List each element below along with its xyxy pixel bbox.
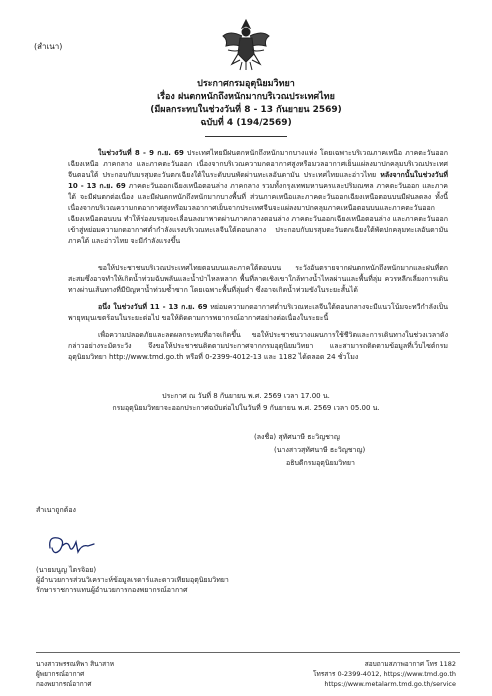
agency-title: ประกาศกรมอุตุนิยมวิทยา — [197, 79, 295, 89]
signed-line: (ลงชื่อ) สุทัศนาษี ธะวิญชาญ — [254, 433, 340, 441]
copy-mark: (สำเนา) — [34, 42, 63, 51]
certifier-role: ผู้อำนวยการส่วนวิเคราะห์ข้อมูลเรดาร์และดาวเทียมอุตุนิยมวิทยา — [36, 576, 229, 584]
paragraph-forecast — [68, 148, 448, 247]
forecaster-division: กองพยากรณ์อากาศ — [36, 680, 92, 688]
issue-number: ฉบับที่ 4 (194/2569) — [200, 118, 292, 128]
signature-block — [254, 431, 414, 470]
subject-line: เรื่อง ฝนตกหนักถึงหนักมากบริเวณประเทศไทย — [157, 92, 335, 102]
fax-website[interactable]: โทรสาร 0-2399-4012, https://www.tmd.go.th — [313, 670, 456, 678]
next-issue: กรมอุตุนิยมวิทยาจะออกประกาศฉบับต่อไปในวันที่ 9 กันยายน พ.ศ. 2569 เวลา 05.00 น. — [112, 404, 380, 412]
signer-name: (นางสาวสุทัศนาษี ธะวิญชาญ) — [274, 446, 366, 454]
certifier-role-acting: รักษาราชการแทนผู้อำนวยการกองพยากรณ์อากาศ — [36, 586, 188, 594]
period-lead-1: ในช่วงวันที่ 8 - 9 ก.ย. 69 — [98, 149, 184, 157]
certifier-name: (นายมนูญ ไตรจิอย) — [36, 566, 97, 574]
hotline-text: สอบถามสภาพอากาศ โทร 1182 — [364, 660, 456, 668]
paragraph-text: หย่อมความกดอากาศต่ำบริเวณทะเลจีนใต้ตอนกลางจะมีแนวโน้มจะทวีกำลังเป็นพายุหมุนเขตร้อนในระยะต่อไป ขอให้ติดตามการพยากรณ์อากาศอย่างต่อเนื่องในระยะนี้ — [68, 303, 449, 322]
paragraph-text: ภาคตะวันออกเฉียงเหนือตอนล่าง ภาคกลาง รวมทั้งกรุงเทพมหานครและปริมณฑล ภาคตะวันออก และภาคใต้ จะมีฝนตกต่อเนื่อง และมีฝนตกหนักถึงหนักมากบางพื้นที่ ส่วนภาคเหนือและภาคตะวันออกเฉียงเหนือตอนบนมีฝนลดลง ทั้งนี้เนื่องจากบริเวณความกดอากาศสูงหรือมวลอากาศเย็นจากประเทศจีนจะแผ่ลงมาปกคลุมภาคเหนือตอนบนและภาคตะวันออกเฉียงเหนือตอนบน ทำให้ร่องมรสุมจะเลื่อนลงมาพาดผ่านภาคกลางตอนล่าง ภาคตะวันออกเฉียงเหนือตอนล่าง และภาคตะวันออก เข้าสู่หย่อมความกดอากาศต่ำกำลังแรงบริเวณทะเลจีนใต้ตอนกลาง ประกอบกับมรสุมตะวันตกเฉียงใต้พัดปกคลุมทะเลอันดามัน ภาคใต้ และอ่าวไทย จะมีกำลังแรงขึ้น — [68, 182, 448, 245]
period-lead-3: อนึ่ง ในช่วงวันที่ 11 - 13 ก.ย. 69 — [98, 303, 208, 311]
footer-divider — [36, 652, 460, 653]
paragraph-text: ประเทศไทยมีฝนตกหนักถึงหนักมากบางแห่ง โดยเฉพาะบริเวณภาคเหนือ ภาคตะวันออกเฉียงเหนือ ภาคกลาง และภาคตะวันออก เนื่องจากบริเวณความกดอากาศสูงหรือมวลอากาศเย็นแผ่ลงมาปกคลุมบริเวณประเทศจีนตอนใต้ ประกอบกับมรสุมตะวันตกเฉียงใต้ในระดับบนพัดผ่านทะเลอันดามัน ประเทศไทยและอ่าวไทย — [68, 149, 448, 179]
handwritten-signature-icon — [44, 530, 100, 558]
paragraph-warning — [68, 263, 448, 296]
period-lead-2: หลังจากนั้นในช่วงวันที่ 10 - 13 ก.ย. 69 — [68, 171, 448, 190]
paragraph-text: เพื่อความปลอดภัยและลดผลกระทบที่อาจเกิดขึ้น ขอให้ประชาชนวางแผนการใช้ชีวิตและการเดินทางในช่วงเวลาดังกล่าวอย่างระมัดระวัง จึงขอให้ประชาชนติดตามประกาศจากกรมอุตุนิยมวิทยา และสามารถติดตามข้อมูลที่เว็บไซต์กรมอุตุนิยมวิทยา http://www.tmd.go.th หรือที่ 0-2399-4012-13 และ 1182 ได้ตลอด 24 ชั่วโมง — [68, 331, 448, 361]
forecaster-name: นางสาวพรรณทิพา สินาสาห — [36, 660, 115, 668]
signer-position: อธิบดีกรมอุตุนิยมวิทยา — [286, 459, 355, 467]
forecaster-role: ผู้พยากรณ์อากาศ — [36, 670, 85, 678]
paragraph-text: ขอให้ประชาชนบริเวณประเทศไทยตอนบนและภาคใต้ตอนบน ระวังอันตรายจากฝนตกหนักถึงหนักมากและฝนที่ตกสะสมซึ่งอาจทำให้เกิดน้ำท่วมฉับพลันและน้ำป่าไหลหลาก พื้นที่ลาดเชิงเขาใกล้ทางน้ำไหลผ่านและพื้นที่ลุ่ม ควรหลีกเลี่ยงการเดินทางผ่านเส้นทางที่มีปัญหาน้ำท่วมซ้ำซาก โดยเฉพาะพื้นที่ลุ่มต่ำ ซึ่งอาจเกิดน้ำท่วมขังในระยะสั้นได้ — [68, 264, 448, 294]
certified-label: สำเนาถูกต้อง — [36, 506, 76, 514]
certified-block — [36, 565, 229, 595]
paragraph-note — [68, 302, 448, 324]
effect-period: (มีผลกระทบในช่วงวันที่ 8 - 13 กันยายน 2569) — [150, 105, 342, 115]
footer-left — [36, 659, 114, 689]
footer-right — [313, 659, 456, 689]
service-link[interactable]: https://www.metalarm.tmd.go.th/service — [324, 680, 456, 688]
title-block — [0, 78, 492, 130]
garuda-emblem-icon — [220, 16, 272, 72]
announced-at: ประกาศ ณ วันที่ 8 กันยายน พ.ศ. 2569 เวลา 17.00 น. — [162, 392, 330, 400]
title-divider — [205, 136, 287, 137]
paragraph-advice — [68, 330, 448, 363]
